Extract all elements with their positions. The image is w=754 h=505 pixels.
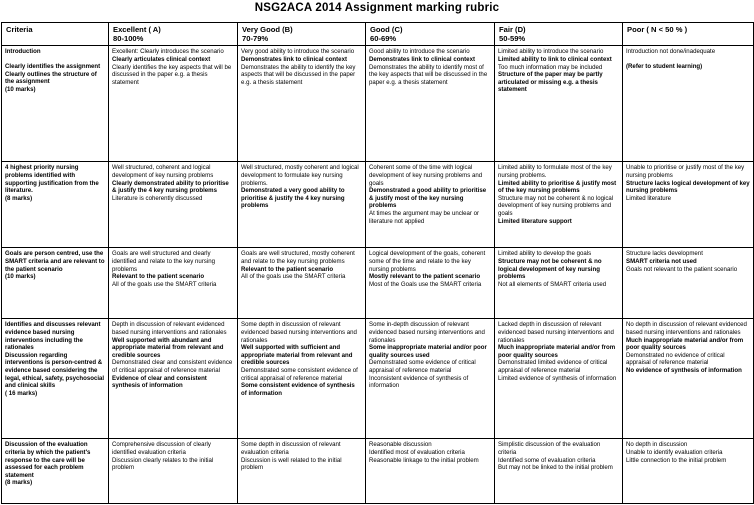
criteria-cell: 4 highest priority nursing problems identified with supporting justification from the literature. (8 marks) xyxy=(2,162,109,248)
very-good-cell: Some depth in discussion of relevant evaluation criteria Discussion is well related to the initial problem xyxy=(238,439,366,504)
rubric-table xyxy=(1,22,754,504)
table-row xyxy=(2,46,754,162)
criteria-cell: Goals are person centred, use the SMART criteria and are relevant to the patient scenario (10 marks) xyxy=(2,248,109,319)
excellent-cell: Goals are well structured and clearly identified and relate to the key nursing problems Relevant to the patient scenario All of the goals use the SMART criteria xyxy=(109,248,238,319)
good-cell: Reasonable discussion Identified most of evaluation criteria Reasonable linkage to the initial problem xyxy=(366,439,495,504)
header-excellent: Excellent ( A) 80-100% xyxy=(109,23,238,46)
excellent-cell: Comprehensive discussion of clearly identified evaluation criteria Discussion clearly relates to the initial problem xyxy=(109,439,238,504)
very-good-cell: Goals are well structured, mostly coherent and relate to the key nursing problems Relevant to the patient scenario All of the goals use the SMART criteria xyxy=(238,248,366,319)
good-cell: Some in-depth discussion of relevant evidenced based nursing interventions and rationales Some inappropriate material and/or poor quality sources used Demonstrated some evidence of critical appraisal of reference material Inconsistent evidence of synthesis of information xyxy=(366,319,495,439)
very-good-cell: Very good ability to introduce the scenario Demonstrates link to clinical context Demonstrates the ability to identify the key aspects that will be discussed in the paper e.g. a thesis statement xyxy=(238,46,366,162)
table-row xyxy=(2,162,754,248)
fair-cell: Limited ability to develop the goals Structure may not be coherent & no logical development of key nursing problems Not all elements of SMART criteria used xyxy=(495,248,623,319)
poor-cell: Structure lacks development SMART criteria not used Goals not relevant to the patient scenario xyxy=(623,248,754,319)
poor-cell: No depth in discussion Unable to identify evaluation criteria Little connection to the initial problem xyxy=(623,439,754,504)
poor-cell: No depth in discussion of relevant evidenced based nursing interventions and rationales Much inappropriate material and/or from poor quality sources Demonstrated no evidence of critical appraisal of reference material No evidence of synthesis of information xyxy=(623,319,754,439)
fair-cell: Limited ability to introduce the scenario Limited ability to link to clinical context Too much information may be included Structure of the paper may be partly articulated or missing e.g. a thesis statement xyxy=(495,46,623,162)
fair-cell: Simplistic discussion of the evaluation criteria Identified some of evaluation criteria But may not be linked to the initial problem xyxy=(495,439,623,504)
table-row xyxy=(2,248,754,319)
header-good: Good (C) 60-69% xyxy=(366,23,495,46)
table-row xyxy=(2,439,754,504)
excellent-cell: Well structured, coherent and logical development of key nursing problems Clearly demonstrated ability to prioritise & justify the 4 key nursing problems Literature is coherently discussed xyxy=(109,162,238,248)
very-good-cell: Some depth in discussion of relevant evidenced based nursing interventions and rationales Well supported with sufficient and appropriate material from relevant and credible sources Demonstrated some consistent evidence of critical appraisal of reference material Some consistent evidence of synthesis of information xyxy=(238,319,366,439)
page-title: NSG2ACA 2014 Assignment marking rubric xyxy=(254,2,500,14)
header-poor: Poor ( N < 50 % ) xyxy=(623,23,754,46)
header-fair: Fair (D) 50-59% xyxy=(495,23,623,46)
header-very-good: Very Good (B) 70-79% xyxy=(238,23,366,46)
table-row xyxy=(2,319,754,439)
header-criteria: Criteria xyxy=(2,23,109,46)
poor-cell: Introduction not done/inadequate (Refer to student learning) xyxy=(623,46,754,162)
criteria-cell: Discussion of the evaluation criteria by which the patient's response to the care will be assessed for each problem statement (8 marks) xyxy=(2,439,109,504)
fair-cell: Lacked depth in discussion of relevant evidenced based nursing interventions and rationales Much inappropriate material and/or from poor quality sources Demonstrated limited evidence of critical appraisal of reference material Limited evidence of synthesis of information xyxy=(495,319,623,439)
poor-cell: Unable to prioritise or justify most of the key nursing problems Structure lacks logical development of key nursing problems Limited literature xyxy=(623,162,754,248)
excellent-cell: Depth in discussion of relevant evidenced based nursing interventions and rationales Well supported with abundant and appropriate material from relevant and credible sources Demonstrated clear and consistent evidence of critical appraisal of reference material Evidence of clear and consistent synthesis of information xyxy=(109,319,238,439)
criteria-cell: Introduction Clearly identifies the assignment Clearly outlines the structure of the assignment (10 marks) xyxy=(2,46,109,162)
good-cell: Logical development of the goals, coherent some of the time and relate to the key nursing problems Mostly relevant to the patient scenario Most of the Goals use the SMART criteria xyxy=(366,248,495,319)
header-row xyxy=(2,23,754,46)
fair-cell: Limited ability to formulate most of the key nursing problems. Limited ability to prioritise & justify most of the key nursing problems Structure may not be coherent & no logical development of key nursing problems and goals Limited literature support xyxy=(495,162,623,248)
good-cell: Coherent some of the time with logical development of key nursing problems and goals Demonstrated a good ability to prioritise & justify most of the key nursing problems At times the argument may be unclear or literature not applied xyxy=(366,162,495,248)
good-cell: Good ability to introduce the scenario Demonstrates link to clinical context Demonstrates the ability to identify most of the key aspects that will be discussed in the paper e.g. a thesis statement xyxy=(366,46,495,162)
criteria-cell: Identifies and discusses relevant evidence based nursing interventions including the rationales Discussion regarding interventions is person-centred & evidence based considering the legal, ethical, safety, psychosocial and clinical skills ( 16 marks) xyxy=(2,319,109,439)
very-good-cell: Well structured, mostly coherent and logical development to formulate key nursing problems. Demonstrated a very good ability to prioritise & justify the 4 key nursing problems xyxy=(238,162,366,248)
excellent-cell: Excellent: Clearly introduces the scenario Clearly articulates clinical context Clearly identifies the key aspects that will be discussed in the paper e.g. a thesis statement xyxy=(109,46,238,162)
